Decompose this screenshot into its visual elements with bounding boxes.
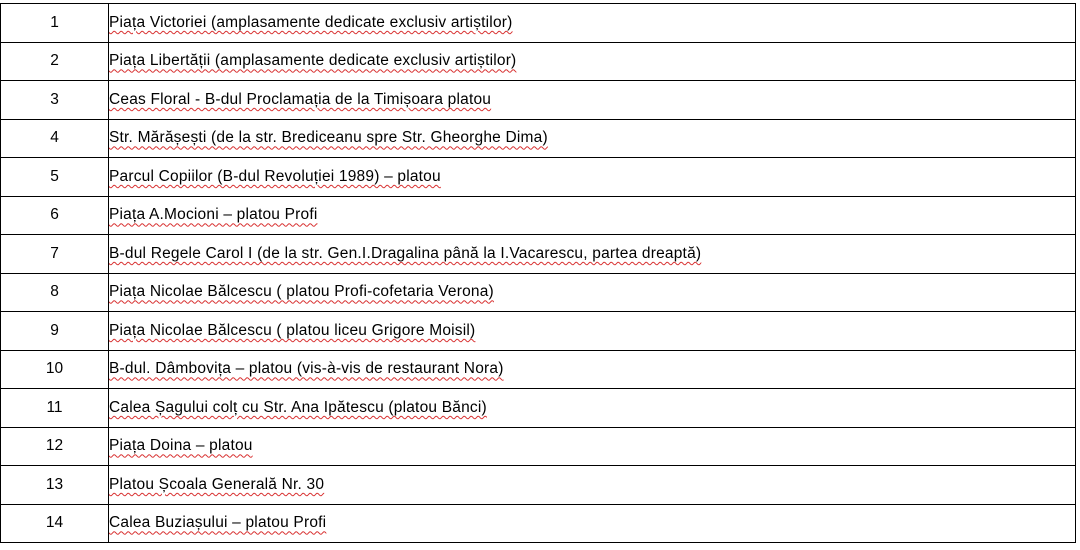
row-number: 11 — [1, 389, 109, 428]
location-description — [109, 427, 1076, 466]
row-number: 5 — [1, 158, 109, 197]
location-description — [109, 42, 1076, 81]
location-description — [109, 81, 1076, 120]
row-number: 2 — [1, 42, 109, 81]
table-row — [1, 158, 1076, 197]
table-row — [1, 119, 1076, 158]
location-text: Piața A.Mocioni – platou Profi — [109, 206, 318, 224]
table-row — [1, 389, 1076, 428]
table-row — [1, 235, 1076, 274]
row-number: 4 — [1, 119, 109, 158]
table-row — [1, 273, 1076, 312]
table-row — [1, 196, 1076, 235]
location-description — [109, 235, 1076, 274]
location-text: Calea Șagului colț cu Str. Ana Ipătescu (platou Bănci) — [109, 398, 487, 416]
row-number: 3 — [1, 81, 109, 120]
row-number: 10 — [1, 350, 109, 389]
location-text: Piața Nicolae Bălcescu ( platou Profi-cofetaria Verona) — [109, 283, 494, 301]
location-text: Platou Școala Generală Nr. 30 — [109, 475, 325, 493]
row-number: 12 — [1, 427, 109, 466]
location-description — [109, 158, 1076, 197]
location-description — [109, 119, 1076, 158]
row-number: 6 — [1, 196, 109, 235]
location-text: Piața Victoriei (amplasamente dedicate exclusiv artiștilor) — [109, 13, 513, 31]
location-text: Piața Libertății (amplasamente dedicate exclusiv artiștilor) — [109, 52, 517, 70]
row-number: 7 — [1, 235, 109, 274]
table-row — [1, 427, 1076, 466]
table-row — [1, 504, 1076, 543]
location-text: Parcul Copiilor (B-dul Revoluției 1989) – platou — [109, 167, 441, 185]
location-description — [109, 312, 1076, 351]
table-row — [1, 4, 1076, 43]
locations-table-body — [1, 4, 1076, 543]
table-row — [1, 466, 1076, 505]
location-description — [109, 350, 1076, 389]
location-text: B-dul Regele Carol I (de la str. Gen.I.Dragalina până la I.Vacarescu, partea dreaptă) — [109, 244, 702, 262]
location-description — [109, 389, 1076, 428]
table-row — [1, 350, 1076, 389]
location-description — [109, 504, 1076, 543]
location-text: Str. Mărășești (de la str. Brediceanu spre Str. Gheorghe Dima) — [109, 129, 548, 147]
table-row — [1, 42, 1076, 81]
location-description — [109, 196, 1076, 235]
row-number: 1 — [1, 4, 109, 43]
row-number: 9 — [1, 312, 109, 351]
row-number: 14 — [1, 504, 109, 543]
location-text: Piața Nicolae Bălcescu ( platou liceu Grigore Moisil) — [109, 321, 476, 339]
locations-table — [0, 3, 1076, 543]
location-text: Piața Doina – platou — [109, 437, 253, 455]
table-row — [1, 81, 1076, 120]
table-row — [1, 312, 1076, 351]
location-description — [109, 4, 1076, 43]
location-text: B-dul. Dâmbovița – platou (vis-à-vis de restaurant Nora) — [109, 360, 504, 378]
row-number: 13 — [1, 466, 109, 505]
row-number: 8 — [1, 273, 109, 312]
location-text: Ceas Floral - B-dul Proclamația de la Timișoara platou — [109, 90, 492, 108]
location-text: Calea Buziașului – platou Profi — [109, 514, 327, 532]
location-description — [109, 273, 1076, 312]
location-description — [109, 466, 1076, 505]
